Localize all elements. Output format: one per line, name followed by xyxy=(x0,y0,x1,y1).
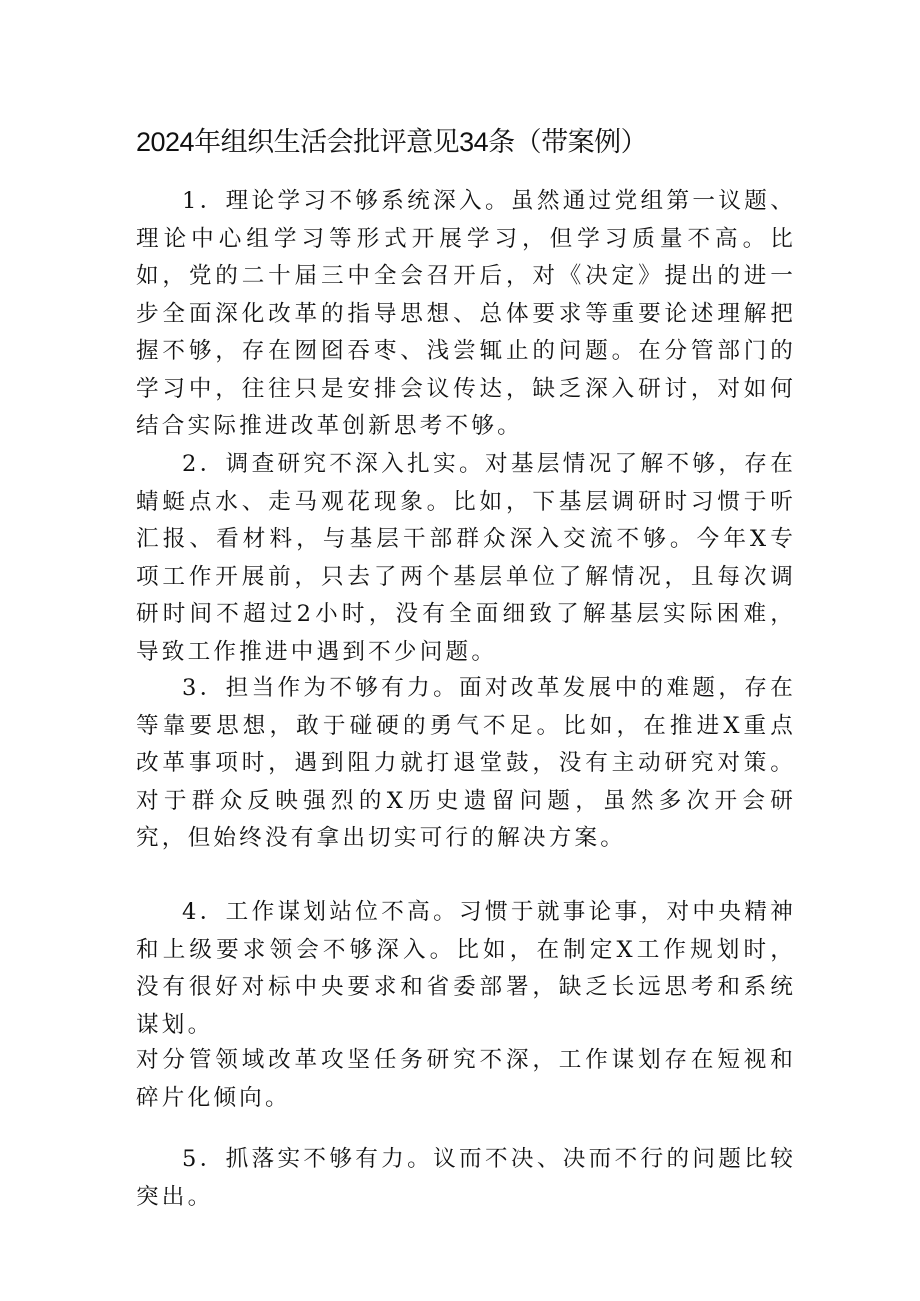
paragraph-4-continuation: 对分管领域改革攻坚任务研究不深，工作谋划存在短视和碎片化倾向。 xyxy=(136,1047,796,1111)
paragraph-3: 3．担当作为不够有力。面对改革发展中的难题，存在等靠要思想，敢于碰硬的勇气不足。比如，在推进X重点改革事项时，遇到阻力就打退堂鼓，没有主动研究对策。对于群众反映强烈的X历史遗留问题，虽然多次开会研究，但始终没有拿出切实可行的解决方案。 xyxy=(136,675,796,851)
paragraph-2: 2．调查研究不深入扎实。对基层情况了解不够，存在蜻蜓点水、走马观花现象。比如，下基层调研时习惯于听汇报、看材料，与基层干部群众深入交流不够。今年X专项工作开展前，只去了两个基层单位了解情况，且每次调研时间不超过2小时，没有全面细致了解基层实际困难，导致工作推进中遇到不少问题。 xyxy=(136,451,796,665)
paragraph-5: 5．抓落实不够有力。议而不决、决而不行的问题比较突出。 xyxy=(136,1146,796,1210)
paragraph-4: 4．工作谋划站位不高。习惯于就事论事，对中央精神和上级要求领会不够深入。比如，在制定X工作规划时，没有很好对标中央要求和省委部署，缺乏长远思考和系统谋划。 xyxy=(136,899,796,1038)
page-title: 2024年组织生活会批评意见34条（带案例） xyxy=(136,127,648,157)
paragraph-1: 1．理论学习不够系统深入。虽然通过党组第一议题、理论中心组学习等形式开展学习，但学习质量不高。比如，党的二十届三中全会召开后，对《决定》提出的进一步全面深化改革的指导思想、总体要求等重要论述理解把握不够，存在囫囵吞枣、浅尝辄止的问题。在分管部门的学习中，往往只是安排会议传达，缺乏深入研讨，对如何结合实际推进改革创新思考不够。 xyxy=(136,188,796,439)
